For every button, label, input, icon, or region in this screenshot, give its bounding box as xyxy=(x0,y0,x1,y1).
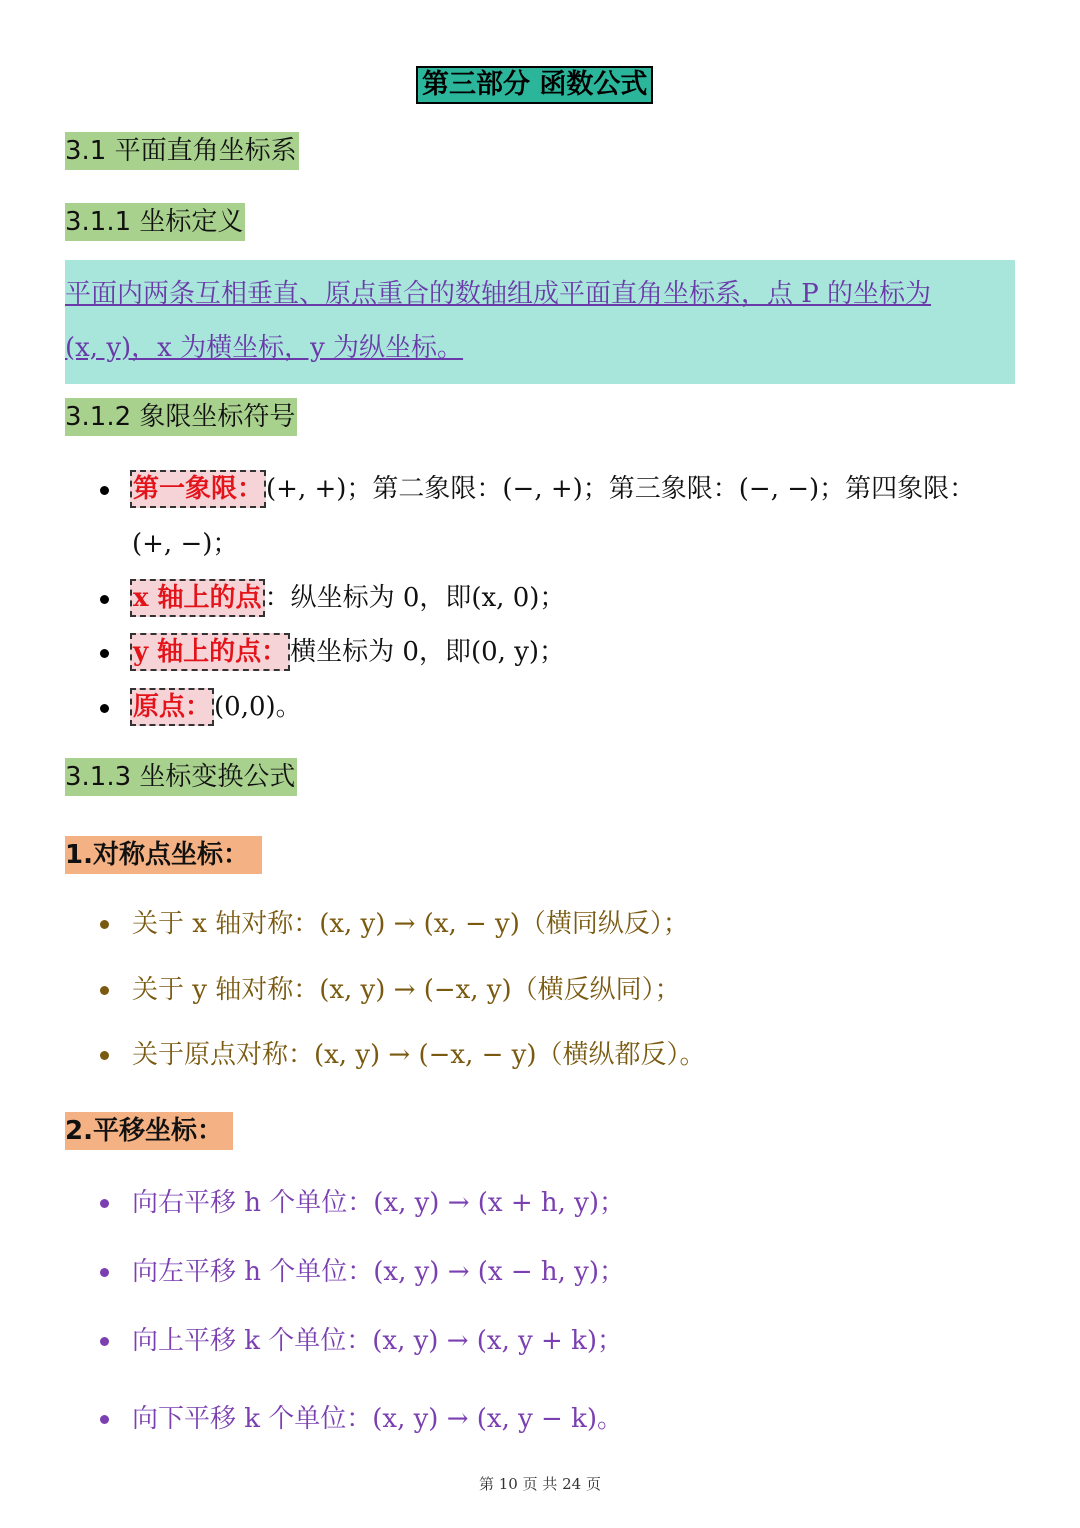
bullet-dot xyxy=(100,986,109,995)
bullet-dot xyxy=(100,704,109,713)
bullet-dot xyxy=(100,920,109,929)
subsection-heading-quadrants: 3.1.2 象限坐标符号 xyxy=(65,398,297,436)
x-axis-text: ：纵坐标为 0，即(x, 0)； xyxy=(264,583,566,613)
translation-item-3: 向上平移 k 个单位：(x, y) → (x, y + k)； xyxy=(132,1326,624,1356)
y-axis-text: 横坐标为 0，即(0, y)； xyxy=(290,637,566,667)
subsection-heading-transforms: 3.1.3 坐标变换公式 xyxy=(65,758,297,796)
bullet-dot xyxy=(100,595,109,604)
section-heading: 3.1 平面直角坐标系 xyxy=(65,132,299,170)
page-footer: 第 10 页 共 24 页 xyxy=(478,1475,601,1493)
quadrant-item-2 xyxy=(130,578,565,618)
x-axis-label: x 轴上的点 xyxy=(130,579,265,617)
origin-label: 原点： xyxy=(130,688,214,726)
symmetry-item-1: 关于 x 轴对称：(x, y) → (x, − y)（横同纵反）； xyxy=(132,909,689,939)
translation-heading: 2.平移坐标： xyxy=(65,1112,233,1150)
translation-item-4: 向下平移 k 个单位：(x, y) → (x, y − k)。 xyxy=(132,1404,624,1434)
bullet-dot xyxy=(100,1337,109,1346)
origin-text: (0,0)。 xyxy=(214,692,302,722)
bullet-dot xyxy=(100,1268,109,1277)
y-axis-label: y 轴上的点： xyxy=(130,633,290,671)
symmetry-item-3: 关于原点对称：(x, y) → (−x, − y)（横纵都反）。 xyxy=(132,1040,706,1070)
quadrant-label-1: 第一象限： xyxy=(130,470,266,508)
bullet-dot xyxy=(100,1199,109,1208)
quadrant-item-1-continued: (+, −)； xyxy=(132,529,239,559)
quadrant-item-1 xyxy=(130,469,975,509)
definition-line-2[interactable]: (x, y)，x 为横坐标，y 为纵坐标。 xyxy=(65,333,464,363)
quadrant-item-4 xyxy=(130,687,302,727)
translation-item-1: 向右平移 h 个单位：(x, y) → (x + h, y)； xyxy=(132,1188,625,1218)
quadrant-text-1: (+, +)；第二象限：(−, +)；第三象限：(−, −)；第四象限： xyxy=(266,474,976,504)
definition-line-1[interactable]: 平面内两条互相垂直、原点重合的数轴组成平面直角坐标系，点 P 的坐标为 xyxy=(65,279,932,309)
quadrant-item-3 xyxy=(130,632,565,672)
symmetry-item-2: 关于 y 轴对称：(x, y) → (−x, y)（横反纵同）； xyxy=(132,975,681,1005)
subsection-heading-definition: 3.1.1 坐标定义 xyxy=(65,203,245,241)
bullet-dot xyxy=(100,649,109,658)
bullet-dot xyxy=(100,1051,109,1060)
bullet-dot xyxy=(100,1415,109,1424)
symmetry-heading: 1.对称点坐标： xyxy=(65,836,262,874)
translation-item-2: 向左平移 h 个单位：(x, y) → (x − h, y)； xyxy=(132,1257,625,1287)
part-title: 第三部分 函数公式 xyxy=(416,66,653,104)
bullet-dot xyxy=(100,486,109,495)
